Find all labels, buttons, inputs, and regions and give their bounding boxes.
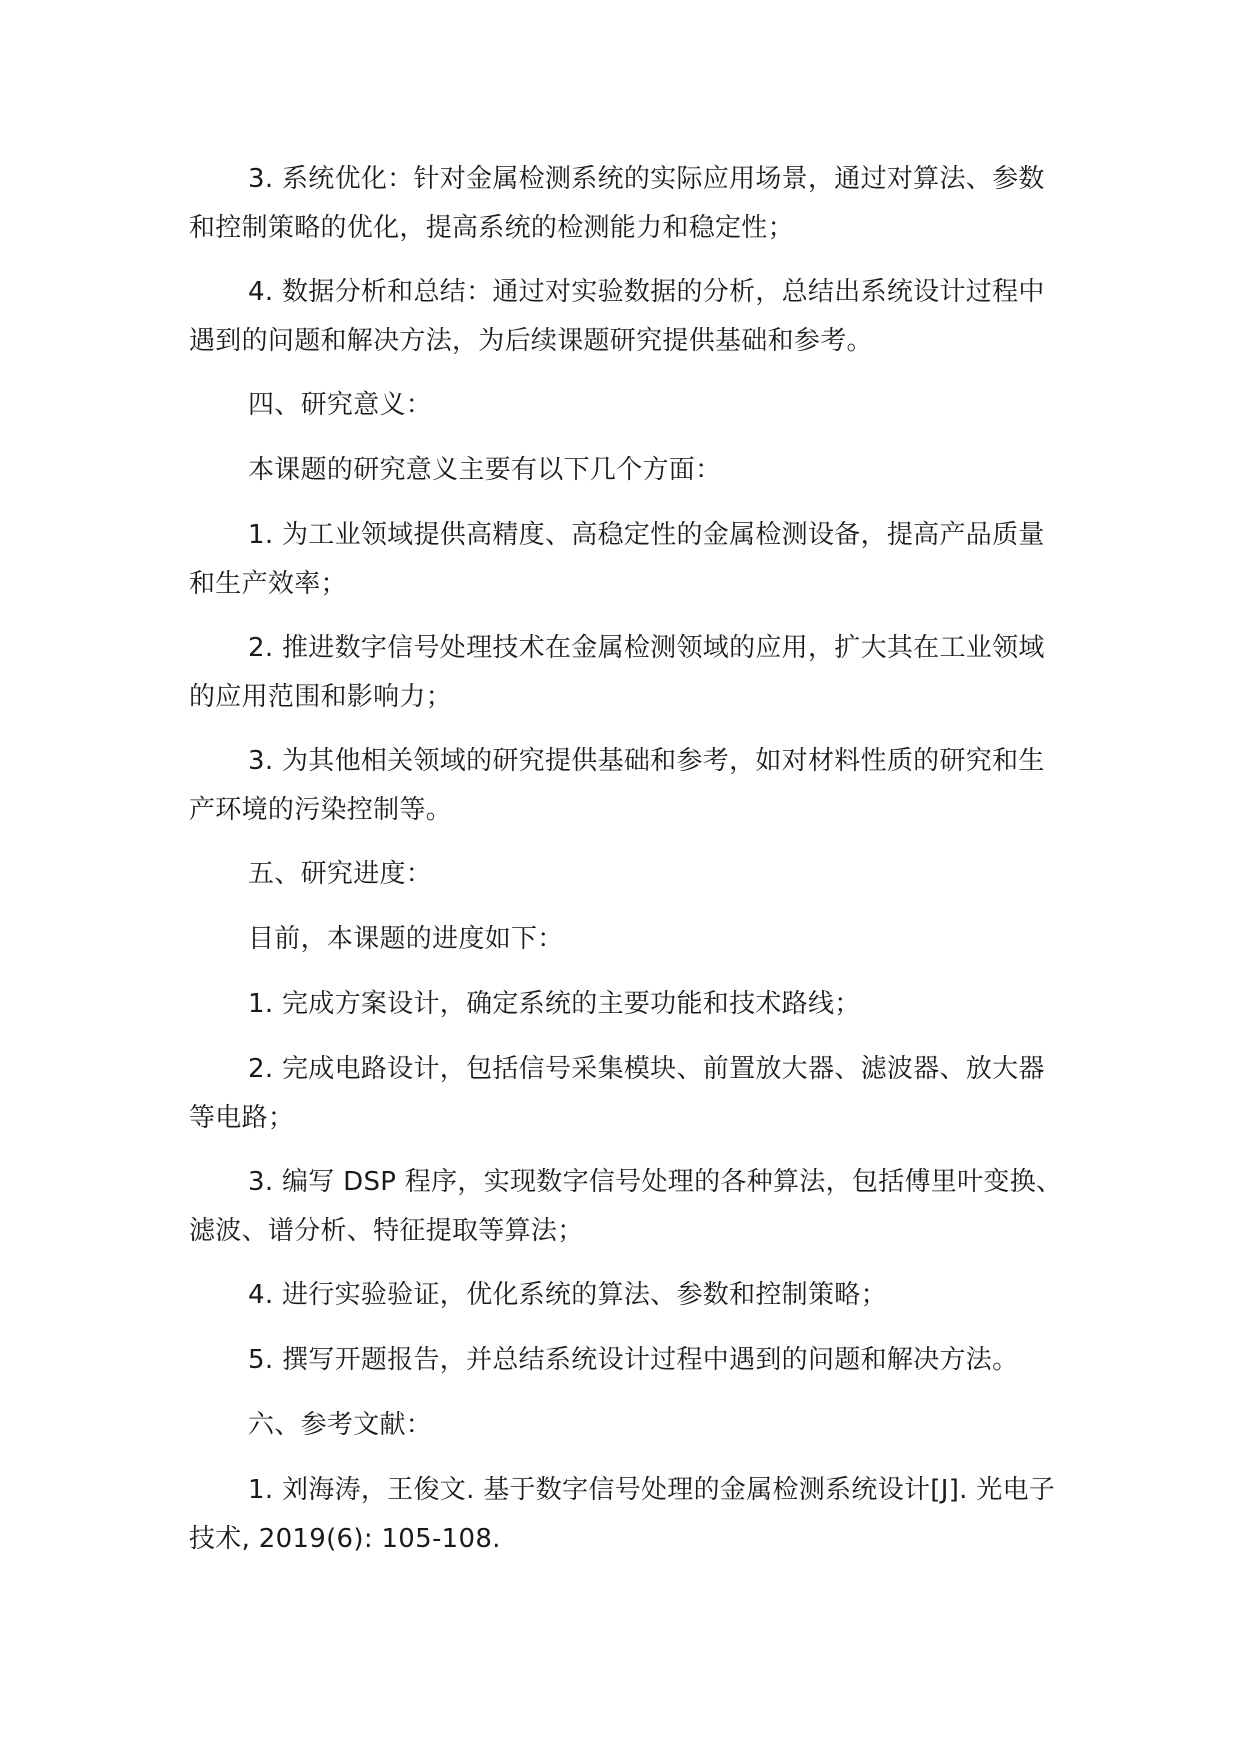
progress-item-3: 3. 编写 DSP 程序，实现数字信号处理的各种算法，包括傅里叶变换、滤波、谱分析、特征提取等算法； <box>189 1167 1063 1246</box>
item-system-optimization: 3. 系统优化：针对金属检测系统的实际应用场景，通过对算法、参数和控制策略的优化，提高系统的检测能力和稳定性； <box>189 164 1045 243</box>
document-body <box>189 155 1069 1564</box>
item-data-analysis: 4. 数据分析和总结：通过对实验数据的分析，总结出系统设计过程中遇到的问题和解决方法，为后续课题研究提供基础和参考。 <box>189 277 1045 356</box>
progress-item-1: 1. 完成方案设计，确定系统的主要功能和技术路线； <box>248 989 861 1019</box>
progress-item-5: 5. 撰写开题报告，并总结系统设计过程中遇到的问题和解决方法。 <box>248 1345 1019 1375</box>
heading-research-progress: 五、研究进度： <box>248 859 433 889</box>
heading-references: 六、参考文献： <box>248 1410 433 1440</box>
significance-intro: 本课题的研究意义主要有以下几个方面： <box>248 455 722 485</box>
progress-intro: 目前，本课题的进度如下： <box>248 924 564 954</box>
significance-item-2: 2. 推进数字信号处理技术在金属检测领域的应用，扩大其在工业领域的应用范围和影响力； <box>189 633 1045 712</box>
heading-research-significance: 四、研究意义： <box>248 390 433 420</box>
significance-item-1: 1. 为工业领域提供高精度、高稳定性的金属检测设备，提高产品质量和生产效率； <box>189 520 1045 599</box>
progress-item-2: 2. 完成电路设计，包括信号采集模块、前置放大器、滤波器、放大器等电路； <box>189 1054 1045 1133</box>
significance-item-3: 3. 为其他相关领域的研究提供基础和参考，如对材料性质的研究和生产环境的污染控制等。 <box>189 746 1045 825</box>
reference-item-1: 1. 刘海涛，王俊文. 基于数字信号处理的金属检测系统设计[J]. 光电子技术, 2019(6): 105-108. <box>189 1475 1056 1554</box>
progress-item-4: 4. 进行实验验证，优化系统的算法、参数和控制策略； <box>248 1280 887 1310</box>
